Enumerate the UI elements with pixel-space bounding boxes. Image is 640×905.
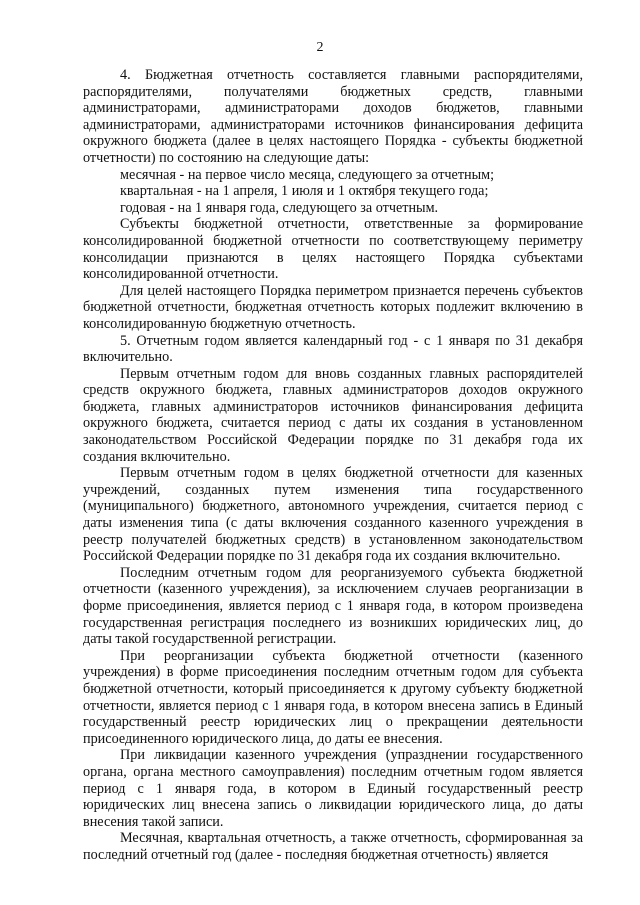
paragraph-first-year-type-change: Первым отчетным годом в целях бюджетной отчетности для казенных учреждений, созданных путем изменения типа государственного (муниципального) бюджетного, автономного учреждения, считается период с даты изменения типа (с даты включения созданного казенного учреждения в реестр получателей бюджетных средств) в установленном законодательством Российской Федерации порядке по 31 декабря года их создания включительно. [83, 465, 583, 565]
paragraph-first-year-new: Первым отчетным годом для вновь созданных главных распорядителей средств окружного бюджета, главных администраторов доходов окружного бюджета, главных администраторов источников финансирования дефицита окружного бюджета, считается период с даты их создания в установленном законодательством Российской Федерации порядке по 31 декабря года их создания включительно. [83, 365, 583, 465]
document-body [83, 67, 583, 864]
paragraph-4-intro: 4. Бюджетная отчетность составляется главными распорядителями, распорядителями, получателями бюджетных средств, главными администраторами, администраторами доходов бюджетов, главными администраторами, администраторами источников финансирования дефицита окружного бюджета (далее в целях настоящего Порядка - субъекты бюджетной отчетности) по состоянию на следующие даты: [83, 67, 583, 166]
paragraph-perimeter: Для целей настоящего Порядка периметром признается перечень субъектов бюджетной отчетности, бюджетная отчетность которых подлежит включению в консолидированную бюджетную отчетность. [83, 282, 583, 332]
paragraph-liquidation: При ликвидации казенного учреждения (упразднении государственного органа, органа местного самоуправления) последним отчетным годом является период с 1 января года, в котором в Единый государственный реестр юридических лиц внесена запись о ликвидации юридического лица, до даты внесения такой записи. [83, 747, 583, 830]
paragraph-quarterly: квартальная - на 1 апреля, 1 июля и 1 октября текущего года; [120, 183, 489, 200]
paragraph-annual: годовая - на 1 января года, следующего за отчетным. [120, 199, 439, 216]
page-number: 2 [316, 40, 324, 55]
paragraph-monthly: месячная - на первое число месяца, следующего за отчетным; [120, 166, 495, 183]
paragraph-consolidated-subjects: Субъекты бюджетной отчетности, ответственные за формирование консолидированной бюджетной отчетности по соответствующему периметру консолидации признаются в целях настоящего Порядка субъектами консолидированной отчетности. [83, 216, 583, 283]
paragraph-monthly-quarterly-final: Месячная, квартальная отчетность, а также отчетность, сформированная за последний отчетный год (далее - последняя бюджетная отчетность) является [83, 830, 583, 863]
paragraph-5-reporting-year: 5. Отчетным годом является календарный год - с 1 января по 31 декабря включительно. [83, 332, 583, 366]
paragraph-reorganization-merger: При реорганизации субъекта бюджетной отчетности (казенного учреждения) в форме присоединения последним отчетным годом для субъекта бюджетной отчетности, который присоединяется к другому субъекту бюджетной отчетности, является период с 1 января года, в котором внесена запись в Единый государственный реестр юридических лиц о прекращении деятельности присоединенного юридического лица, до даты ее внесения. [83, 647, 583, 747]
paragraph-last-year-reorganization: Последним отчетным годом для реорганизуемого субъекта бюджетной отчетности (казенного учреждения), за исключением случаев реорганизации в форме присоединения, является период с 1 января года, в котором произведена государственная регистрация последнего из возникших юридических лиц, до даты такой государственной регистрации. [83, 564, 583, 648]
